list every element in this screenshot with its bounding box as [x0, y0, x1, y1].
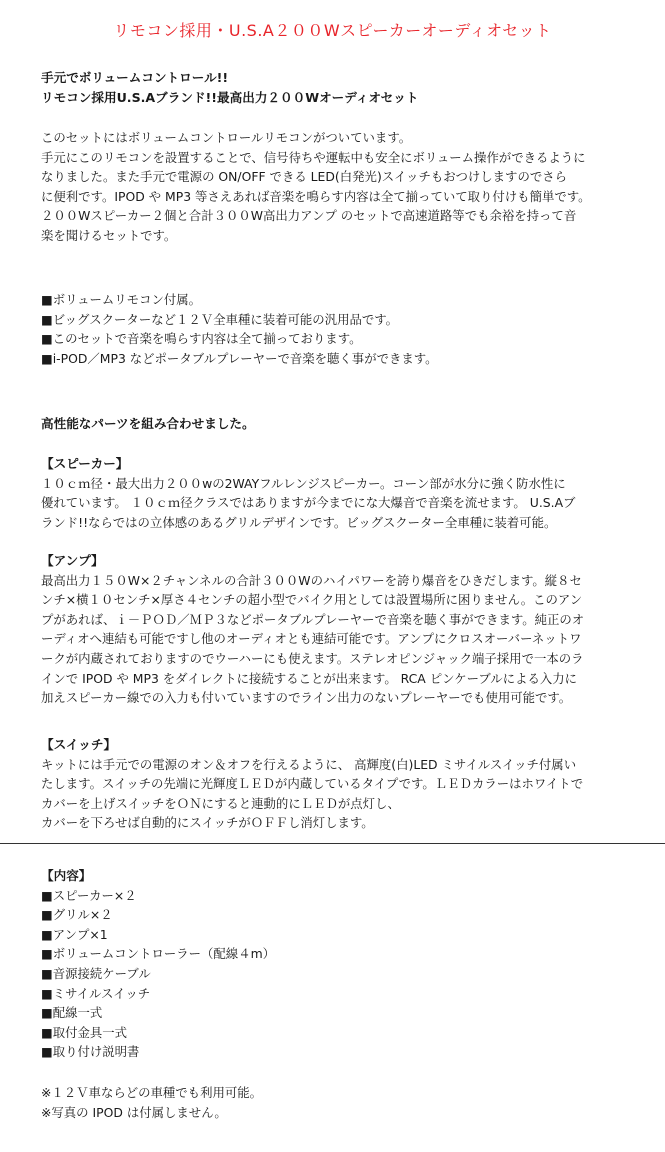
- intro-line: ２００Wスピーカー２個と合計３００W高出力アンプ のセットで高速道路等でも余裕を持って音: [41, 208, 577, 224]
- intro-line: このセットにはボリュームコントロールリモコンがついています。: [41, 130, 412, 145]
- headline-line-2: リモコン採用U.S.Aブランド!!最高出力２００Wオーディオセット: [41, 89, 419, 105]
- switch-heading: 【スイッチ】: [41, 737, 117, 752]
- switch-line: キットには手元での電源のオン＆オフを行えるように、 高輝度(白)LED ミサイルスイッチ付属い: [41, 756, 577, 772]
- headline: [41, 68, 418, 107]
- amp-section: [41, 551, 625, 708]
- performance-heading: 高性能なパーツを組み合わせました。: [41, 416, 255, 431]
- amp-line: ンチ×横１０センチ×厚さ４センチの超小型でバイク用としては設置場所に困りません。このアン: [41, 592, 583, 608]
- contents-item: ■ミサイルスイッチ: [41, 985, 151, 1001]
- feature-item: ■ビッグスクーターなど１２Ｖ全車種に装着可能の汎用品です。: [41, 311, 399, 327]
- contents-heading: 【内容】: [41, 868, 92, 883]
- intro-line: 楽を聞けるセットです。: [41, 227, 177, 243]
- amp-line: ークが内蔵されておりますのでウーハーにも使えます。ステレオピンジャック端子採用で一本のラ: [41, 650, 584, 666]
- switch-line: カバーを上げスイッチをＯＮにすると連動的にＬＥＤが点灯し、: [41, 795, 400, 811]
- contents-item: ■配線一式: [41, 1005, 103, 1021]
- speaker-heading: 【スピーカー】: [41, 456, 129, 471]
- section-divider: [0, 843, 665, 844]
- feature-item: ■このセットで音楽を鳴らす内容は全て揃っております。: [41, 331, 362, 347]
- headline-line-1: 手元でボリュームコントロール!!: [41, 70, 229, 85]
- contents-item: ■音源接続ケーブル: [41, 965, 151, 981]
- intro-line: なりました。また手元で電源の ON/OFF できる LED(白発光)スイッチもおつけしますのでさら: [41, 169, 568, 185]
- amp-heading: 【アンプ】: [41, 553, 104, 568]
- contents-item: ■グリル×２: [41, 907, 113, 923]
- contents-item: ■取付金具一式: [41, 1024, 128, 1040]
- feature-list: [41, 290, 625, 368]
- amp-line: インで IPOD や MP3 をダイレクトに接続することが出来ます。 RCA ピンケーブルによる入力に: [41, 670, 578, 686]
- speaker-section: [41, 454, 625, 532]
- feature-item: ■ボリュームリモコン付属。: [41, 292, 202, 307]
- intro-line: 手元にこのリモコンを設置することで、信号待ちや運転中も安全にボリューム操作ができるように: [41, 149, 586, 165]
- contents-item: ■アンプ×1: [41, 926, 108, 942]
- note-line: ※１２Ｖ車ならどの車種でも利用可能。: [41, 1085, 263, 1100]
- intro-paragraph: [41, 128, 625, 246]
- speaker-line: ランド!!ならではの立体感のあるグリルデザインです。ビッグスクーター全車種に装着可能。: [41, 514, 557, 530]
- switch-line: カバーを下ろせば自動的にスイッチがＯＦＦし消灯します。: [41, 815, 374, 831]
- amp-line: 最高出力１５０W×２チャンネルの合計３００Wのハイパワーを誇り爆音をひきだします。縦８セ: [41, 572, 582, 588]
- amp-line: 加えスピーカー線での入力も付いていますのでライン出力のないプレーヤーでも使用可能です。: [41, 690, 572, 706]
- switch-section: [41, 735, 625, 833]
- contents-section: [41, 866, 625, 1062]
- intro-line: に便利です。IPOD や MP3 等さえあれば音楽を鳴らす内容は全て揃っていて取り付けも簡単です。: [41, 188, 591, 204]
- notes-section: [41, 1083, 625, 1122]
- contents-item: ■取り付け説明書: [41, 1044, 140, 1060]
- contents-item: ■ボリュームコントローラー（配線４m）: [41, 946, 276, 962]
- contents-item: ■スピーカー×２: [41, 887, 137, 903]
- amp-line: プがあれば、ｉ－ＰＯＤ／ＭＰ３などポータブルプレーヤーで音楽を聴く事ができます。純正のオ: [41, 611, 585, 627]
- amp-line: ーディオへ連結も可能ですし他のオーディオとも連結可能です。アンプにクロスオーバーネットワ: [41, 631, 582, 647]
- note-line: ※写真の IPOD は付属しません。: [41, 1104, 227, 1120]
- speaker-line: 優れています。 １０ｃｍ径クラスではありますが今までにな大爆音で音楽を流せます。 U.S.Aブ: [41, 495, 576, 511]
- switch-line: たします。スイッチの先端に光輝度ＬＥＤが内蔵しているタイプです。ＬＥＤカラーはホワイトで: [41, 776, 584, 792]
- page-title: リモコン採用・U.S.A２００Wスピーカーオーディオセット: [113, 21, 552, 40]
- speaker-line: １０ｃｍ径・最大出力２００wの2WAYフルレンジスピーカー。コーン部が水分に強く防水性に: [41, 475, 566, 491]
- feature-item: ■i-POD／MP3 などポータブルプレーヤーで音楽を聴く事ができます。: [41, 350, 438, 366]
